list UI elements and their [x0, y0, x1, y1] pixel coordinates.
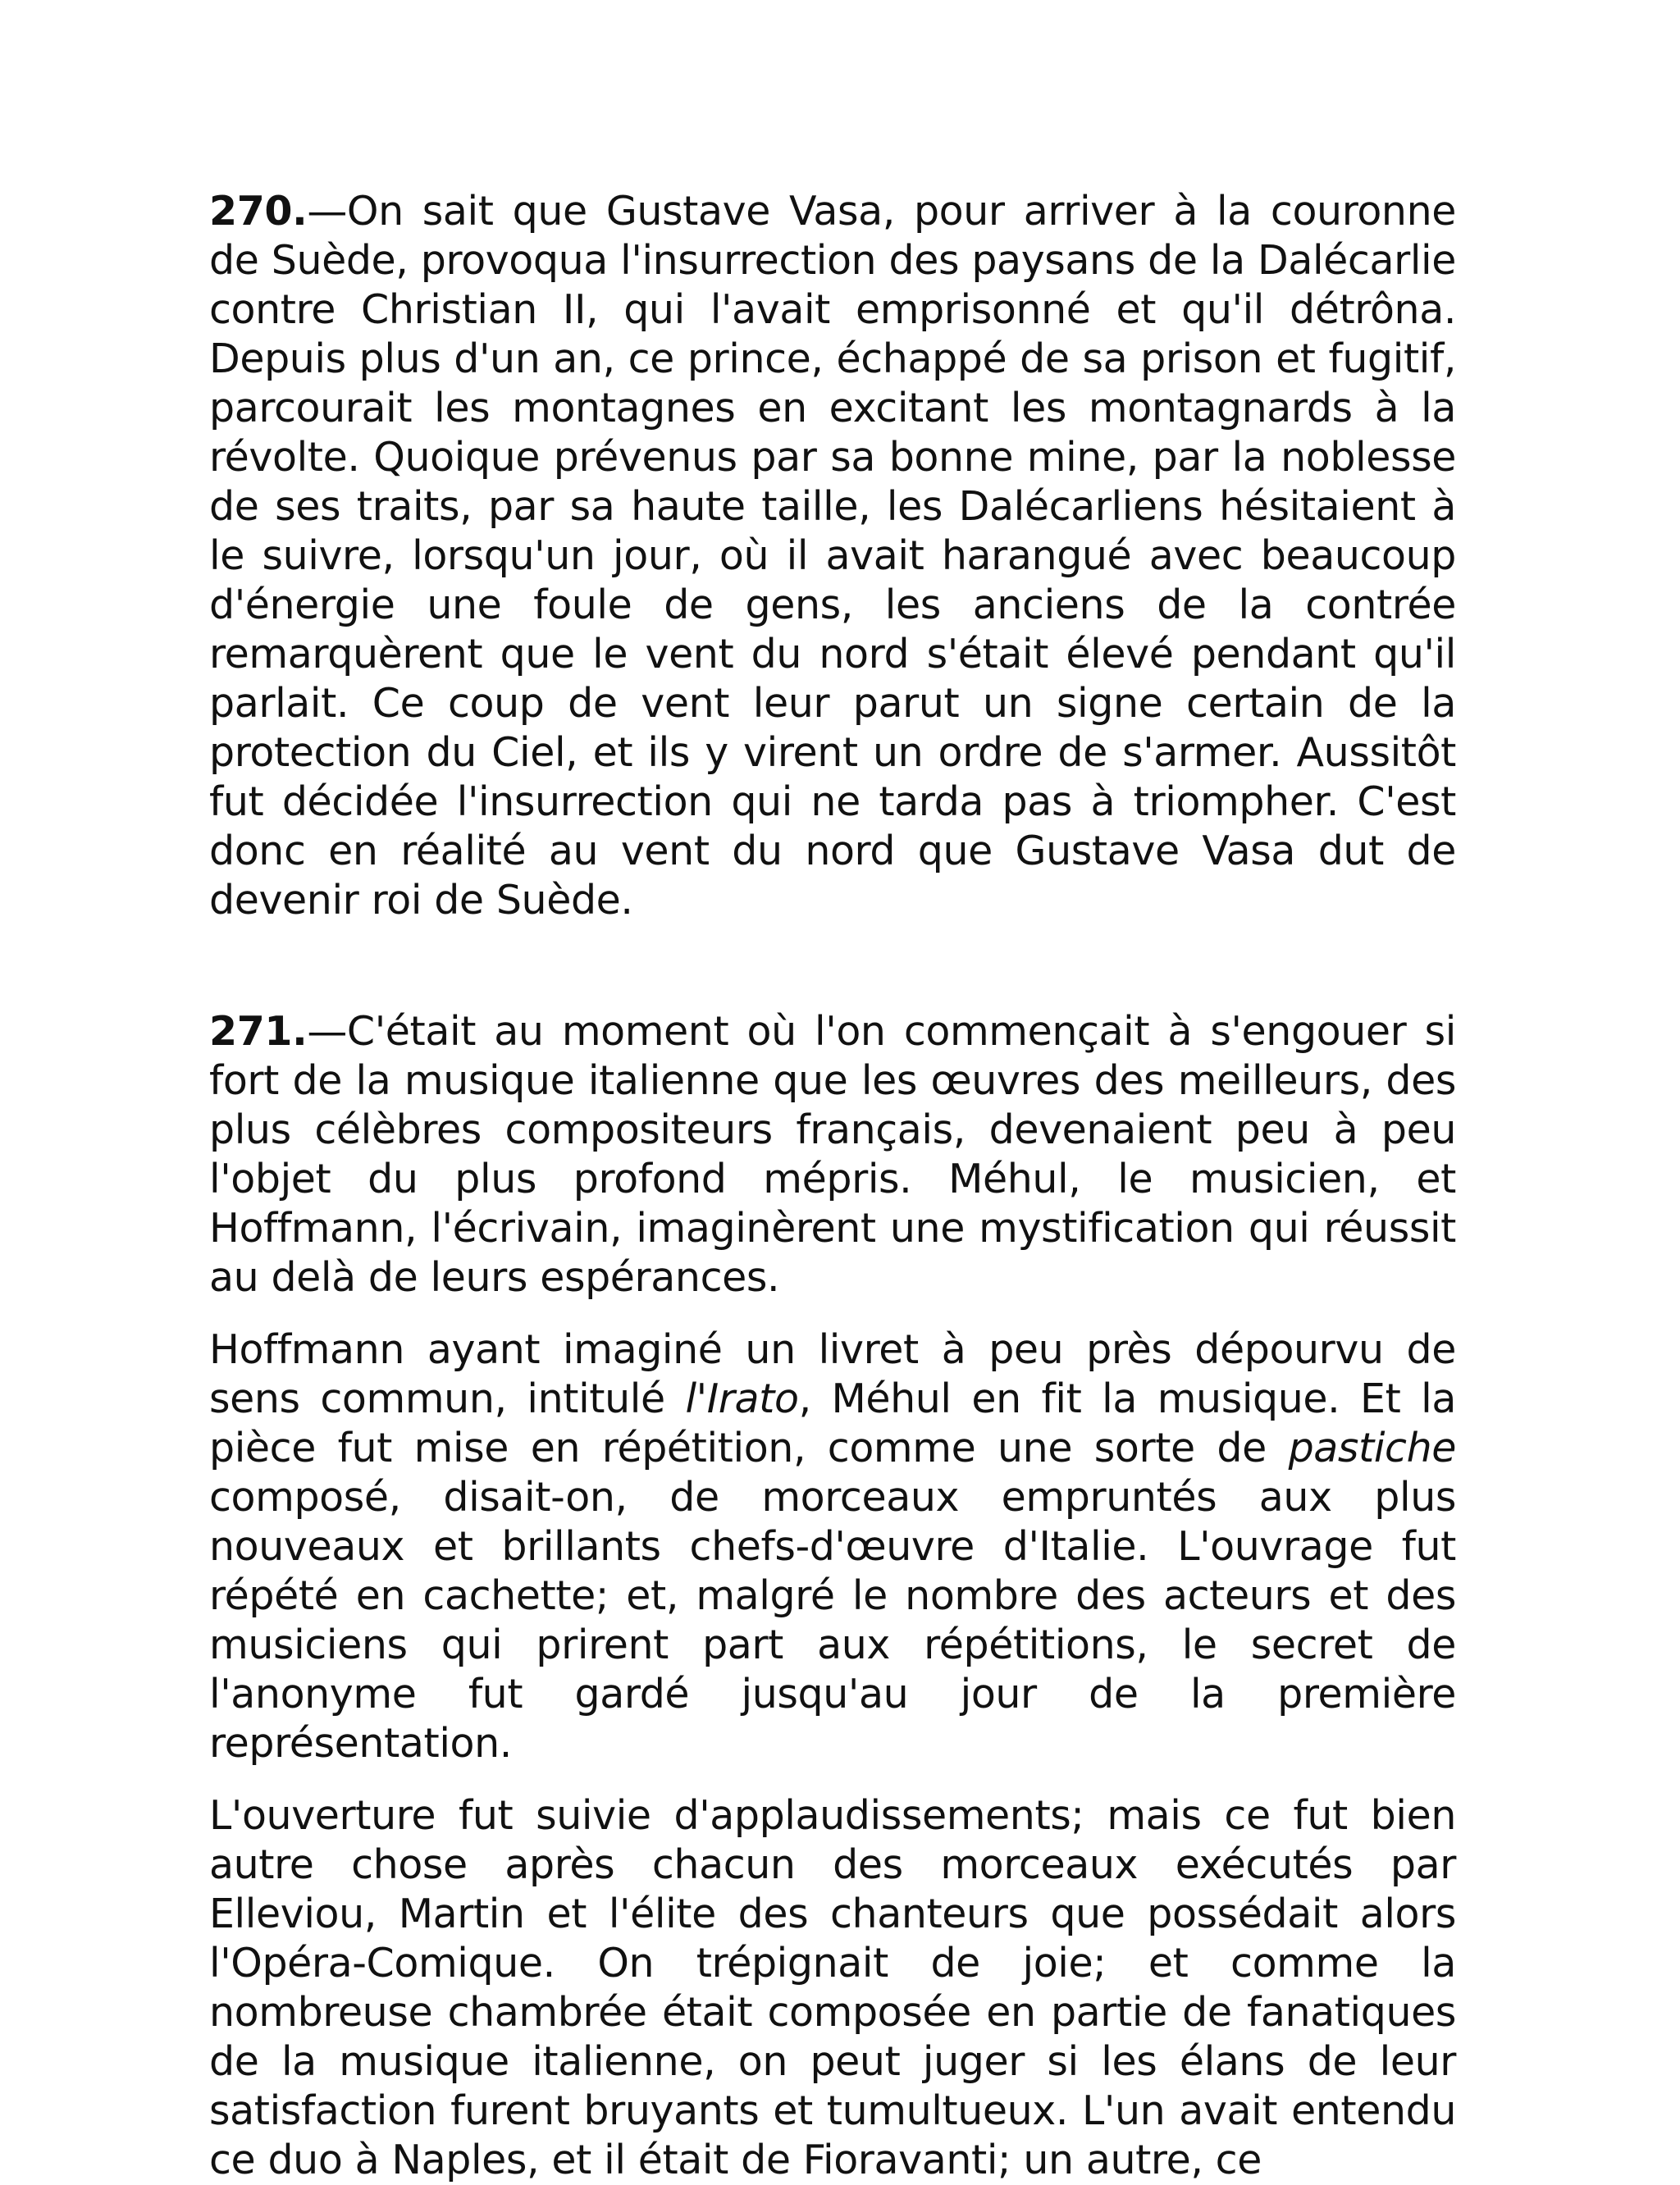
italic-title: l'Irato — [685, 1375, 799, 1422]
entry-number: 271. — [209, 1008, 308, 1055]
entry-271-text-1: —C'était au moment où l'on commençait à s'engouer si fort de la musique italienne que les œuvres des meilleurs, des plus célèbres compositeurs français, devenaient peu à peu l'objet du plus profond mépris. Méhul, le musicien, et Hoffmann, l'écrivain, imaginèrent une mystification qui réussit au delà de leurs espérances. — [209, 1008, 1456, 1301]
document-page — [209, 187, 1456, 2185]
paragraph-text: composé, disait-on, de morceaux empruntés aux plus nouveaux et brillants chefs-d'œuvre d'Italie. L'ouvrage fut répété en cachette; et, malgré le nombre des acteurs et des musiciens qui prirent part aux répétitions, le secret de l'anonyme fut gardé jusqu'au jour de la première représentation. — [209, 1474, 1456, 1767]
entry-271-paragraph-3 — [209, 1791, 1456, 2185]
paragraph-text: Hoffmann ayant imaginé un livret à peu près dépourvu de sens commun, intitulé — [209, 1326, 1456, 1422]
entry-number: 270. — [209, 188, 308, 235]
entry-271-paragraph-2 — [209, 1325, 1456, 1768]
italic-term: pastiche — [1288, 1425, 1456, 1471]
entry-271-paragraph-1 — [209, 1007, 1456, 1302]
paragraph-text: , Méhul en fit la musique. Et la pièce fut mise en répétition, comme une sorte de — [209, 1375, 1457, 1471]
entry-270-text: —On sait que Gustave Vasa, pour arriver à la couronne de Suède, provoqua l'insurrection des paysans de la Dalécarlie contre Christian II, qui l'avait emprisonné et qu'il détrôna. Depuis plus d'un an, ce prince, échappé de sa prison et fugitif, parcourait les montagnes en excitant les montagnards à la révolte. Quoique prévenus par sa bonne mine, par la noblesse de ses traits, par sa haute taille, les Dalécarliens hésitaient à le suivre, lorsqu'un jour, où il avait harangué avec beaucoup d'énergie une foule de gens, les anciens de la contrée remarquèrent que le vent du nord s'était élevé pendant qu'il parlait. Ce coup de vent leur parut un signe certain de la protection du Ciel, et ils y virent un ordre de s'armer. Aussitôt fut décidée l'insurrection qui ne tarda pas à triompher. C'est donc en réalité au vent du nord que Gustave Vasa dut de devenir roi de Suède. — [209, 188, 1456, 924]
paragraph-text: L'ouverture fut suivie d'applaudissements; mais ce fut bien autre chose après chacun des morceaux exécutés par Elleviou, Martin et l'élite des chanteurs que possédait alors l'Opéra-Comique. On trépignait de joie; et comme la nombreuse chambrée était composée en partie de fanatiques de la musique italienne, on peut juger si les élans de leur satisfaction furent bruyants et tumultueux. L'un avait entendu ce duo à Naples, et il était de Fioravanti; un autre, ce — [209, 1792, 1456, 2183]
entry-270-paragraph — [209, 187, 1456, 925]
